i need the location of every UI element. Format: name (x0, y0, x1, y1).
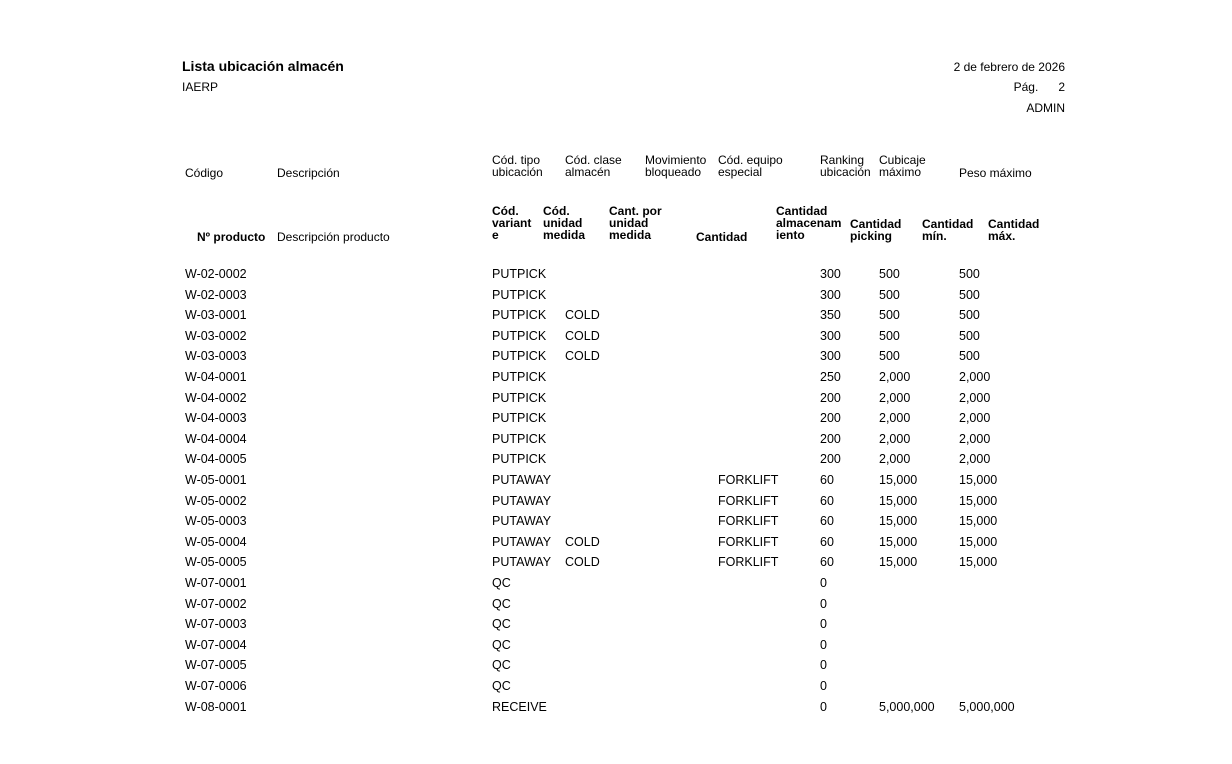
cell-codigo: W-05-0002 (185, 493, 247, 508)
table-row (0, 513, 1232, 533)
col-header-codigo: Código (185, 166, 224, 180)
cell-cubicaje: 2,000 (879, 370, 911, 384)
cell-cubicaje: 500 (879, 349, 900, 364)
cell-codigo: W-04-0002 (185, 390, 247, 405)
subheader-nro-producto: Nº producto (197, 230, 266, 244)
table-row (0, 390, 1232, 410)
cell-cubicaje: 500 (879, 267, 900, 281)
cell-codigo: W-07-0006 (185, 679, 247, 693)
subheader-cant-unidad: Cant. por unidad medida (609, 204, 662, 242)
cell-equipo-especial: FORKLIFT (718, 514, 779, 529)
cell-cubicaje: 15,000 (879, 534, 918, 549)
cell-codigo: W-05-0004 (185, 534, 247, 549)
cell-clase-almacen: COLD (565, 534, 600, 549)
cell-codigo: W-03-0002 (185, 328, 247, 343)
cell-tipo-ubicacion: PUTAWAY (492, 473, 552, 487)
table-row (0, 554, 1232, 574)
report-title: Lista ubicación almacén (182, 58, 344, 74)
table-row (0, 493, 1232, 513)
report-date: 2 de febrero de 2026 (953, 60, 1065, 74)
cell-ranking: 0 (820, 679, 827, 693)
table-row (0, 596, 1232, 616)
cell-peso: 2,000 (959, 411, 991, 426)
cell-tipo-ubicacion: PUTPICK (492, 370, 547, 384)
cell-codigo: W-03-0003 (185, 349, 247, 364)
cell-ranking: 200 (820, 452, 841, 467)
table-row (0, 431, 1232, 451)
cell-peso: 2,000 (959, 431, 991, 446)
table-row (0, 451, 1232, 471)
cell-peso: 500 (959, 328, 980, 343)
cell-codigo: W-04-0004 (185, 431, 247, 446)
table-row (0, 575, 1232, 595)
cell-cubicaje: 15,000 (879, 514, 918, 529)
cell-peso: 500 (959, 308, 980, 323)
cell-cubicaje: 500 (879, 308, 900, 323)
cell-ranking: 300 (820, 287, 841, 302)
col-header-cubicaje: Cubicaje máximo (879, 153, 926, 179)
col-header-descripcion: Descripción (277, 166, 340, 180)
cell-tipo-ubicacion: PUTAWAY (492, 534, 552, 549)
cell-ranking: 0 (820, 637, 827, 652)
cell-codigo: W-07-0003 (185, 617, 247, 632)
report-user: ADMIN (1026, 101, 1065, 115)
cell-ranking: 350 (820, 308, 841, 323)
cell-cubicaje: 500 (879, 328, 900, 343)
cell-cubicaje: 15,000 (879, 493, 918, 508)
cell-equipo-especial: FORKLIFT (718, 493, 779, 508)
cell-ranking: 300 (820, 328, 841, 343)
table-row (0, 266, 1232, 286)
col-header-mov-bloqueado: Movimiento bloqueado (645, 153, 707, 179)
cell-ranking: 0 (820, 699, 827, 714)
col-header-equipo-especial: Cód. equipo especial (718, 153, 783, 179)
cell-equipo-especial: FORKLIFT (718, 555, 779, 570)
cell-peso: 500 (959, 267, 980, 281)
subheader-desc-producto: Descripción producto (277, 230, 390, 244)
cell-cubicaje: 5,000,000 (879, 699, 935, 714)
cell-ranking: 0 (820, 596, 827, 611)
cell-tipo-ubicacion: PUTPICK (492, 328, 547, 343)
cell-peso: 500 (959, 287, 980, 302)
cell-equipo-especial: FORKLIFT (718, 534, 779, 549)
cell-equipo-especial: FORKLIFT (718, 473, 779, 487)
cell-peso: 500 (959, 349, 980, 364)
cell-tipo-ubicacion: PUTPICK (492, 287, 547, 302)
cell-codigo: W-07-0004 (185, 637, 247, 652)
cell-ranking: 60 (820, 555, 834, 570)
cell-clase-almacen: COLD (565, 308, 600, 323)
cell-tipo-ubicacion: QC (492, 658, 511, 673)
table-row (0, 328, 1232, 348)
cell-cubicaje: 15,000 (879, 555, 918, 570)
cell-tipo-ubicacion: PUTPICK (492, 452, 547, 467)
cell-tipo-ubicacion: QC (492, 596, 511, 611)
cell-ranking: 60 (820, 514, 834, 529)
cell-tipo-ubicacion: PUTPICK (492, 390, 547, 405)
cell-ranking: 300 (820, 349, 841, 364)
table-row (0, 678, 1232, 698)
cell-peso: 2,000 (959, 390, 991, 405)
cell-ranking: 60 (820, 534, 834, 549)
cell-ranking: 0 (820, 576, 827, 590)
table-row (0, 699, 1232, 719)
cell-ranking: 60 (820, 493, 834, 508)
cell-ranking: 200 (820, 411, 841, 426)
cell-tipo-ubicacion: PUTPICK (492, 349, 547, 364)
cell-ranking: 200 (820, 390, 841, 405)
subheader-cant-min: Cantidad mín. (922, 217, 974, 243)
table-row (0, 472, 1232, 492)
cell-peso: 15,000 (959, 473, 998, 487)
cell-codigo: W-07-0002 (185, 596, 247, 611)
cell-codigo: W-07-0005 (185, 658, 247, 673)
cell-peso: 15,000 (959, 514, 998, 529)
table-row (0, 348, 1232, 368)
cell-peso: 2,000 (959, 370, 991, 384)
cell-tipo-ubicacion: QC (492, 679, 511, 693)
cell-ranking: 0 (820, 658, 827, 673)
cell-codigo: W-02-0002 (185, 267, 247, 281)
cell-peso: 15,000 (959, 534, 998, 549)
subheader-variante: Cód. variant e (492, 204, 532, 242)
col-header-clase-almacen: Cód. clase almacén (565, 153, 622, 179)
cell-codigo: W-05-0003 (185, 514, 247, 529)
company-name: IAERP (182, 80, 219, 94)
cell-ranking: 250 (820, 370, 841, 384)
cell-cubicaje: 15,000 (879, 473, 918, 487)
page-label: Pág. (1013, 80, 1039, 94)
cell-tipo-ubicacion: PUTPICK (492, 308, 547, 323)
table-row (0, 616, 1232, 636)
cell-tipo-ubicacion: RECEIVE (492, 699, 547, 714)
cell-tipo-ubicacion: PUTPICK (492, 431, 547, 446)
table-row (0, 287, 1232, 307)
cell-cubicaje: 2,000 (879, 431, 911, 446)
cell-cubicaje: 2,000 (879, 390, 911, 405)
subheader-cant-picking: Cantidad picking (850, 217, 902, 243)
table-row (0, 307, 1232, 327)
table-row (0, 637, 1232, 657)
cell-tipo-ubicacion: QC (492, 637, 511, 652)
cell-tipo-ubicacion: QC (492, 617, 511, 632)
subheader-cant-almacen: Cantidad almacenam iento (776, 204, 842, 242)
cell-ranking: 0 (820, 617, 827, 632)
cell-cubicaje: 2,000 (879, 411, 911, 426)
cell-codigo: W-08-0001 (185, 699, 247, 714)
page-number: 2 (1058, 80, 1065, 94)
cell-codigo: W-04-0003 (185, 411, 247, 426)
cell-codigo: W-07-0001 (185, 576, 247, 590)
page-indicator (1014, 80, 1065, 94)
cell-clase-almacen: COLD (565, 328, 600, 343)
table-row (0, 657, 1232, 677)
cell-tipo-ubicacion: PUTAWAY (492, 493, 552, 508)
subheader-cantidad: Cantidad (696, 230, 748, 244)
cell-tipo-ubicacion: QC (492, 576, 511, 590)
subheader-cant-max: Cantidad máx. (988, 217, 1040, 243)
cell-clase-almacen: COLD (565, 555, 600, 570)
cell-codigo: W-03-0001 (185, 308, 247, 323)
cell-cubicaje: 2,000 (879, 452, 911, 467)
table-row (0, 410, 1232, 430)
cell-codigo: W-02-0003 (185, 287, 247, 302)
table-row (0, 534, 1232, 554)
cell-tipo-ubicacion: PUTPICK (492, 267, 547, 281)
cell-clase-almacen: COLD (565, 349, 600, 364)
cell-codigo: W-04-0001 (185, 370, 247, 384)
cell-codigo: W-05-0005 (185, 555, 247, 570)
cell-codigo: W-05-0001 (185, 473, 247, 487)
cell-peso: 5,000,000 (959, 699, 1015, 714)
cell-codigo: W-04-0005 (185, 452, 247, 467)
cell-tipo-ubicacion: PUTAWAY (492, 514, 552, 529)
cell-peso: 2,000 (959, 452, 991, 467)
cell-ranking: 60 (820, 473, 834, 487)
cell-cubicaje: 500 (879, 287, 900, 302)
cell-tipo-ubicacion: PUTPICK (492, 411, 547, 426)
subheader-unidad-medida: Cód. unidad medida (543, 204, 586, 242)
col-header-tipo-ubicacion: Cód. tipo ubicación (492, 153, 543, 179)
col-header-peso: Peso máximo (959, 166, 1032, 180)
col-header-ranking: Ranking ubicación (820, 153, 871, 179)
cell-tipo-ubicacion: PUTAWAY (492, 555, 552, 570)
cell-peso: 15,000 (959, 493, 998, 508)
table-row (0, 369, 1232, 389)
cell-ranking: 200 (820, 431, 841, 446)
cell-ranking: 300 (820, 267, 841, 281)
cell-peso: 15,000 (959, 555, 998, 570)
